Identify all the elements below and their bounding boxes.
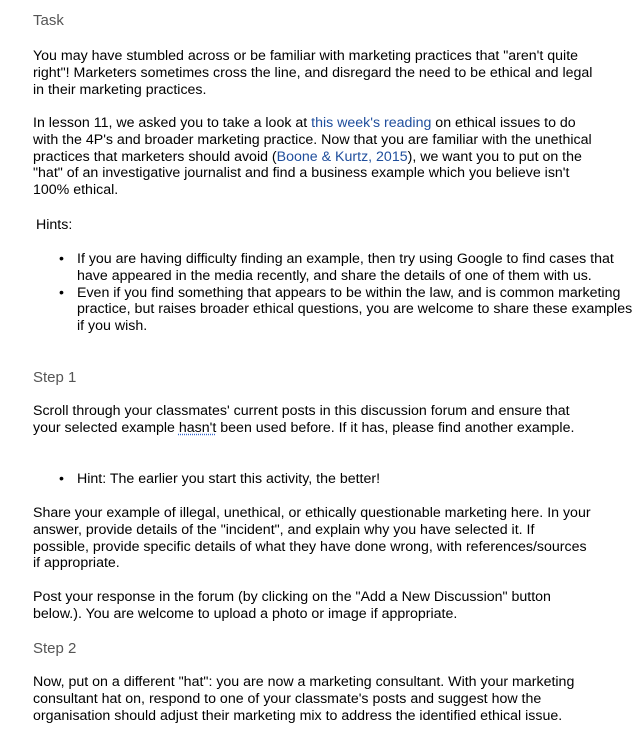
task-reading-text-3: ), we want you to put on the "hat" of an investigative journalist and find a business example which you believe isn't 100% ethical. xyxy=(33,148,582,199)
step1-heading: Step 1 xyxy=(33,369,77,386)
step2-paragraph: Now, put on a different "hat": you are now a marketing consultant. With your marketing consultant hat on, respond to one of your classmate's posts and suggest how the organisation should adjust their marketing mix to address the identified ethical issue. xyxy=(33,674,575,724)
step1-scroll-text-2: been used before. If it has, please find another example. xyxy=(216,419,575,436)
step1-scroll-paragraph xyxy=(33,403,593,437)
step2-heading: Step 2 xyxy=(33,640,77,657)
boone-kurtz-citation-link[interactable]: Boone & Kurtz, 2015 xyxy=(276,148,408,165)
hints-label: Hints: xyxy=(36,217,73,233)
step1-post-paragraph: Post your response in the forum (by clicking on the "Add a New Discussion" button below.). You are welcome to upload a photo or image if appropriate. xyxy=(33,589,551,622)
step1-share-paragraph: Share your example of illegal, unethical, or ethically questionable marketing here. In your answer, provide details of the "incident", and explain why you have selected it. If possible, provide specific details of what they have done wrong, with references/sources if appropriate. xyxy=(33,505,591,572)
hint-item: • If you are having difficulty finding an example, then try using Google to find cases that have appeared in the media recently, and share the details of one of them with us. xyxy=(77,251,634,285)
task-reading-paragraph xyxy=(33,115,593,199)
hint-item: • Even if you find something that appears to be within the law, and is common marketing practice, but raises broader ethical questions, you are welcome to share these examples if you wish. xyxy=(77,285,634,335)
hint-item: • Hint: The earlier you start this activity, the better! xyxy=(77,471,634,488)
task-reading-text-1: In lesson 11, we asked you to take a look at xyxy=(33,115,312,131)
weekly-reading-link[interactable]: this week's reading xyxy=(311,115,432,131)
step1-hint-list xyxy=(33,471,634,488)
task-intro-paragraph: You may have stumbled across or be familiar with marketing practices that "aren't quite right"! Marketers sometimes cross the line, and disregard the need to be ethical and legal in their marketing practices. xyxy=(33,48,593,98)
step1-scroll-text-1: Scroll through your classmates' current posts in this discussion forum and ensure that your selected example xyxy=(33,403,570,436)
task-reading-text-2: on ethical issues to do with the 4P's and broader marketing practice. Now that you are familiar with the unethical practices that marketers should avoid ( xyxy=(33,115,592,165)
hints-list xyxy=(33,251,634,335)
spellcheck-flagged-word: hasn't xyxy=(178,419,217,436)
task-heading: Task xyxy=(33,12,64,29)
